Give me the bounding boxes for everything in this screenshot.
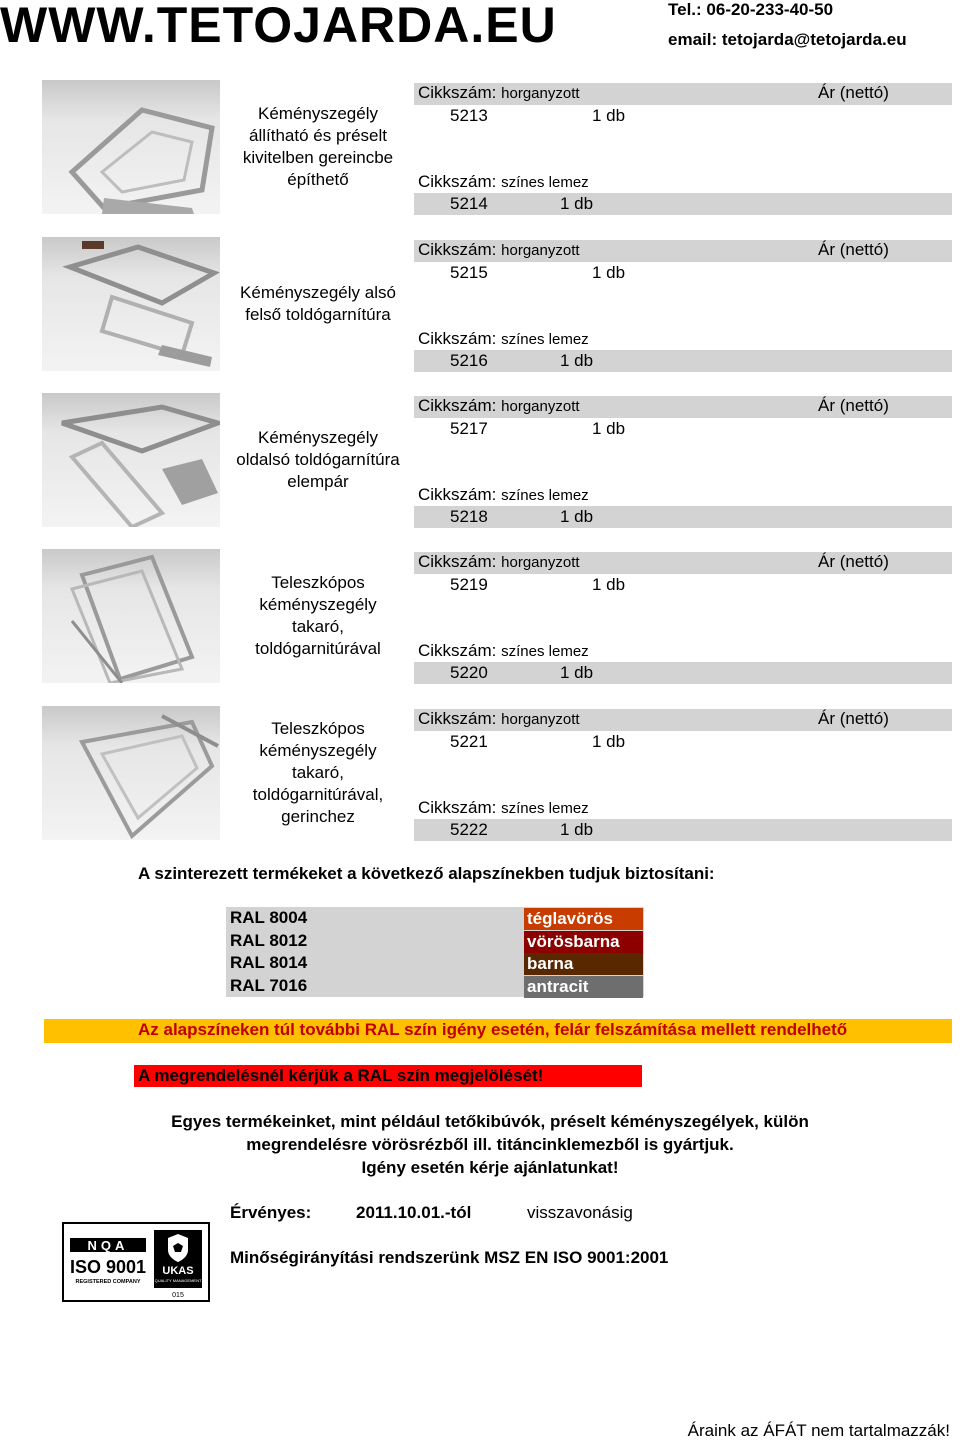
galvanized-label: Cikkszám: horganyzott bbox=[418, 709, 580, 728]
galvanized-qty: 1 db bbox=[592, 106, 626, 125]
validity-label: Érvényes: bbox=[230, 1203, 312, 1222]
product-image bbox=[42, 237, 220, 371]
info-line-3: Igény esetén kérje ajánlatunkat! bbox=[361, 1158, 619, 1177]
galvanized-code: 5213 bbox=[450, 106, 488, 125]
colored-code: 5220 bbox=[450, 663, 488, 682]
galvanized-label: Cikkszám: horganyzott bbox=[418, 396, 580, 415]
galvanized-qty: 1 db bbox=[592, 575, 626, 594]
colored-code: 5218 bbox=[450, 507, 488, 526]
ral-code: RAL 7016 bbox=[230, 975, 308, 995]
extra-colors-text: Az alapszíneken túl további RAL szín igény esetén, felár felszámítása mellett rendelhető bbox=[138, 1020, 848, 1039]
price-header: Ár (nettó) bbox=[818, 240, 889, 259]
ukas-text: UKAS bbox=[162, 1265, 194, 1277]
colors-intro: A szinterezett termékeket a következő alapszínekben tudjuk biztosítani: bbox=[138, 864, 715, 883]
validity-date: 2011.10.01.-tól bbox=[356, 1203, 472, 1222]
iso-text: ISO 9001 bbox=[69, 1257, 147, 1277]
colored-label: Cikkszám: színes lemez bbox=[418, 641, 589, 660]
chimney-flashing-image bbox=[42, 549, 220, 683]
colored-code: 5214 bbox=[450, 194, 488, 213]
color-swatch: barna bbox=[524, 953, 643, 975]
product-row bbox=[0, 80, 960, 220]
ukas-number: 015 bbox=[172, 1292, 184, 1299]
colored-qty: 1 db bbox=[560, 663, 594, 682]
galvanized-label: Cikkszám: horganyzott bbox=[418, 83, 580, 102]
colored-code-bar bbox=[414, 506, 952, 528]
chimney-flashing-image bbox=[42, 706, 220, 840]
vat-footer-note: Áraink az ÁFÁT nem tartalmazzák! bbox=[687, 1421, 950, 1440]
ral-code: RAL 8004 bbox=[230, 908, 308, 927]
ral-code: RAL 8014 bbox=[230, 953, 308, 972]
ukas-sub-text: QUALITY MANAGEMENT bbox=[154, 1278, 202, 1283]
product-row bbox=[0, 393, 960, 533]
galvanized-label: Cikkszám: horganyzott bbox=[418, 552, 580, 571]
product-name: Teleszkópos kéményszegély takaró, toldógarnitúrával, gerinchez bbox=[252, 719, 384, 826]
color-swatch: antracit bbox=[524, 976, 643, 998]
product-name: Kéményszegély oldalsó toldógarnítúra elempár bbox=[236, 428, 400, 491]
chimney-flashing-image bbox=[42, 393, 220, 527]
product-row bbox=[0, 237, 960, 377]
colored-code-bar bbox=[414, 193, 952, 215]
product-name: Teleszkópos kéményszegély takaró, toldógarnitúrával bbox=[255, 573, 381, 658]
validity-until: visszavonásig bbox=[527, 1203, 633, 1222]
product-image bbox=[42, 393, 220, 527]
galvanized-qty: 1 db bbox=[592, 419, 626, 438]
price-header: Ár (nettó) bbox=[818, 552, 889, 571]
color-swatch: téglavörös bbox=[524, 908, 643, 930]
quality-statement: Minőségirányítási rendszerünk MSZ EN ISO 9001:2001 bbox=[230, 1248, 669, 1267]
price-header: Ár (nettó) bbox=[818, 396, 889, 415]
colored-code: 5222 bbox=[450, 820, 488, 839]
ral-code: RAL 8012 bbox=[230, 930, 308, 950]
phone-number: Tel.: 06-20-233-40-50 bbox=[668, 0, 834, 19]
product-name: Kéményszegély alsó felső toldógarnítúra bbox=[240, 283, 396, 324]
chimney-flashing-image bbox=[42, 80, 220, 214]
site-title[interactable]: WWW.TETOJARDA.EU bbox=[0, 0, 557, 53]
registered-text: REGISTERED COMPANY bbox=[75, 1279, 141, 1285]
color-swatch: vörösbarna bbox=[524, 931, 643, 953]
galvanized-code: 5217 bbox=[450, 419, 488, 438]
colored-qty: 1 db bbox=[560, 820, 594, 839]
product-name: Kéményszegély állítható és préselt kivitelben gereincbe építhető bbox=[242, 104, 394, 189]
colored-code-bar bbox=[414, 662, 952, 684]
galvanized-label: Cikkszám: horganyzott bbox=[418, 240, 580, 259]
colored-label: Cikkszám: színes lemez bbox=[418, 329, 589, 348]
product-row bbox=[0, 549, 960, 689]
colored-qty: 1 db bbox=[560, 507, 594, 526]
product-image bbox=[42, 80, 220, 214]
info-line-2: megrendelésre vörösrézből ill. titáncinklemezből is gyártjuk. bbox=[246, 1135, 734, 1154]
colored-code-bar bbox=[414, 819, 952, 841]
galvanized-qty: 1 db bbox=[592, 263, 626, 282]
product-image bbox=[42, 706, 220, 840]
colored-label: Cikkszám: színes lemez bbox=[418, 485, 589, 504]
galvanized-code: 5219 bbox=[450, 575, 488, 594]
colored-qty: 1 db bbox=[560, 194, 594, 213]
price-header: Ár (nettó) bbox=[818, 83, 889, 102]
certification-seal-icon bbox=[64, 1224, 208, 1300]
iso-certification-logo bbox=[62, 1222, 210, 1302]
colored-qty: 1 db bbox=[560, 351, 594, 370]
email-address[interactable]: email: tetojarda@tetojarda.eu bbox=[668, 30, 907, 49]
colored-code: 5216 bbox=[450, 351, 488, 370]
price-header: Ár (nettó) bbox=[818, 709, 889, 728]
product-row bbox=[0, 706, 960, 846]
colored-label: Cikkszám: színes lemez bbox=[418, 172, 589, 191]
nqa-text: NQA bbox=[87, 1238, 129, 1253]
info-line-1: Egyes termékeinket, mint például tetőkibúvók, préselt kéményszegélyek, külön bbox=[171, 1112, 809, 1131]
product-image bbox=[42, 549, 220, 683]
galvanized-code: 5215 bbox=[450, 263, 488, 282]
galvanized-code: 5221 bbox=[450, 732, 488, 751]
colored-code-bar bbox=[414, 350, 952, 372]
order-note-text: A megrendelésnél kérjük a RAL szín megjelölését! bbox=[138, 1066, 544, 1085]
colored-label: Cikkszám: színes lemez bbox=[418, 798, 589, 817]
chimney-flashing-image bbox=[42, 237, 220, 371]
galvanized-qty: 1 db bbox=[592, 732, 626, 751]
